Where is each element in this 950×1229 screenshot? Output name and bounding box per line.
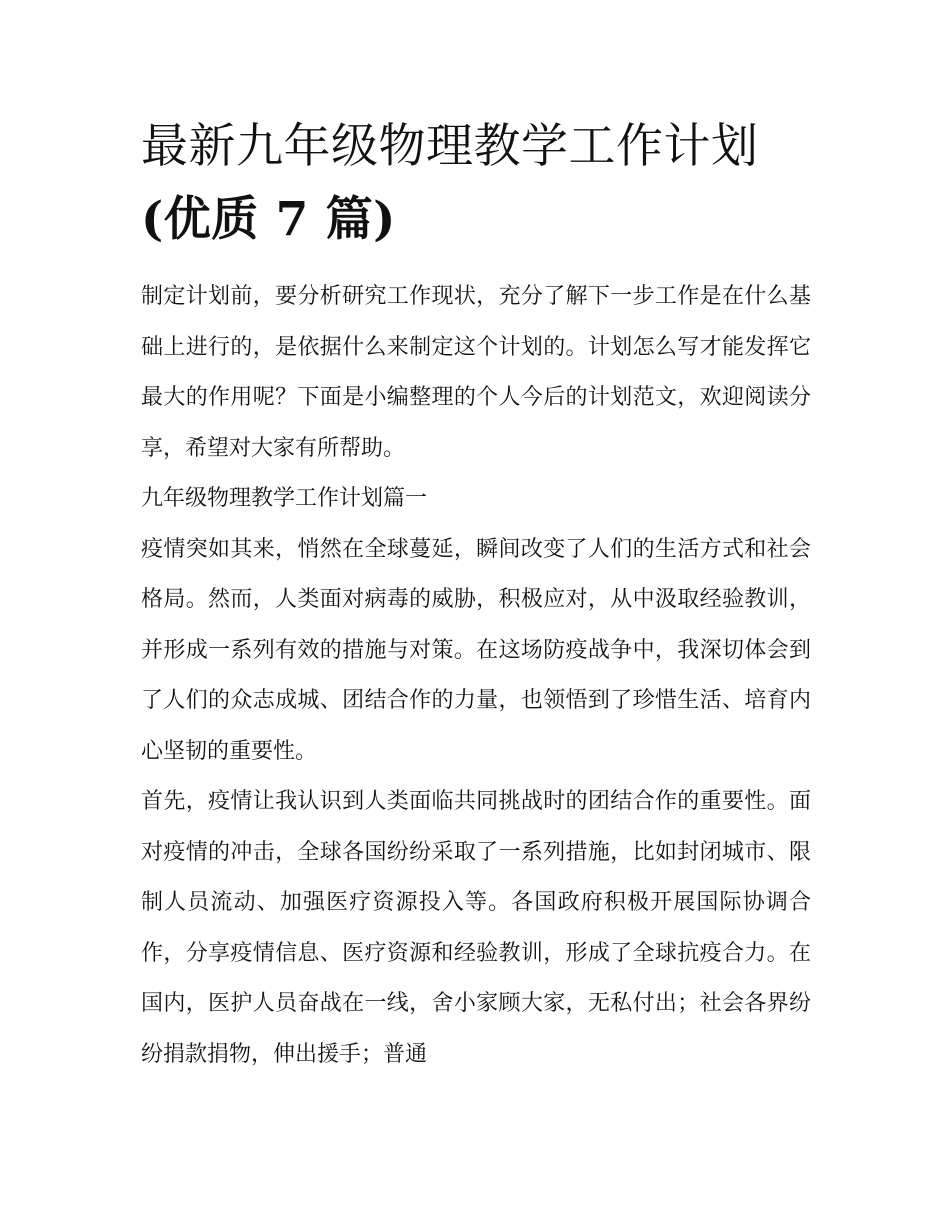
body-paragraph-2: 首先，疫情让我认识到人类面临共同挑战时的团结合作的重要性。面对疫情的冲击，全球各国纷纷采取了一系列措施，比如封闭城市、限制人员流动、加强医疗资源投入等。各国政府积极开展国际协调合作，分享疫情信息、医疗资源和经验教训，形成了全球抗疫合力。在国内，医护人员奋战在一线，舍小家顾大家，无私付出；社会各界纷纷捐款捐物，伸出援手；普通 xyxy=(141,789,811,1067)
document-title xyxy=(141,110,811,256)
title-line-2-open: (优质 xyxy=(141,192,276,247)
section-heading: 九年级物理教学工作计划篇一 xyxy=(141,486,428,511)
title-line-2-close: 篇) xyxy=(308,192,396,247)
body-paragraph-1: 疫情突如其来，悄然在全球蔓延，瞬间改变了人们的生活方式和社会格局。然而，人类面对病毒的威胁，积极应对，从中汲取经验教训，并形成一系列有效的措施与对策。在这场防疫战争中，我深切体会到了人们的众志成城、团结合作的力量，也领悟到了珍惜生活、培育内心坚韧的重要性。 xyxy=(141,536,811,764)
title-line-1: 最新九年级物理教学工作计划 xyxy=(141,119,759,174)
title-line-2-number: 7 xyxy=(275,192,309,247)
document-page xyxy=(141,110,811,1080)
intro-paragraph: 制定计划前，要分析研究工作现状，充分了解下一步工作是在什么基础上进行的，是依据什么来制定这个计划的。计划怎么写才能发挥它最大的作用呢？下面是小编整理的个人今后的计划范文，欢迎阅读分享，希望对大家有所帮助。 xyxy=(141,284,811,461)
document-body xyxy=(141,272,811,1080)
